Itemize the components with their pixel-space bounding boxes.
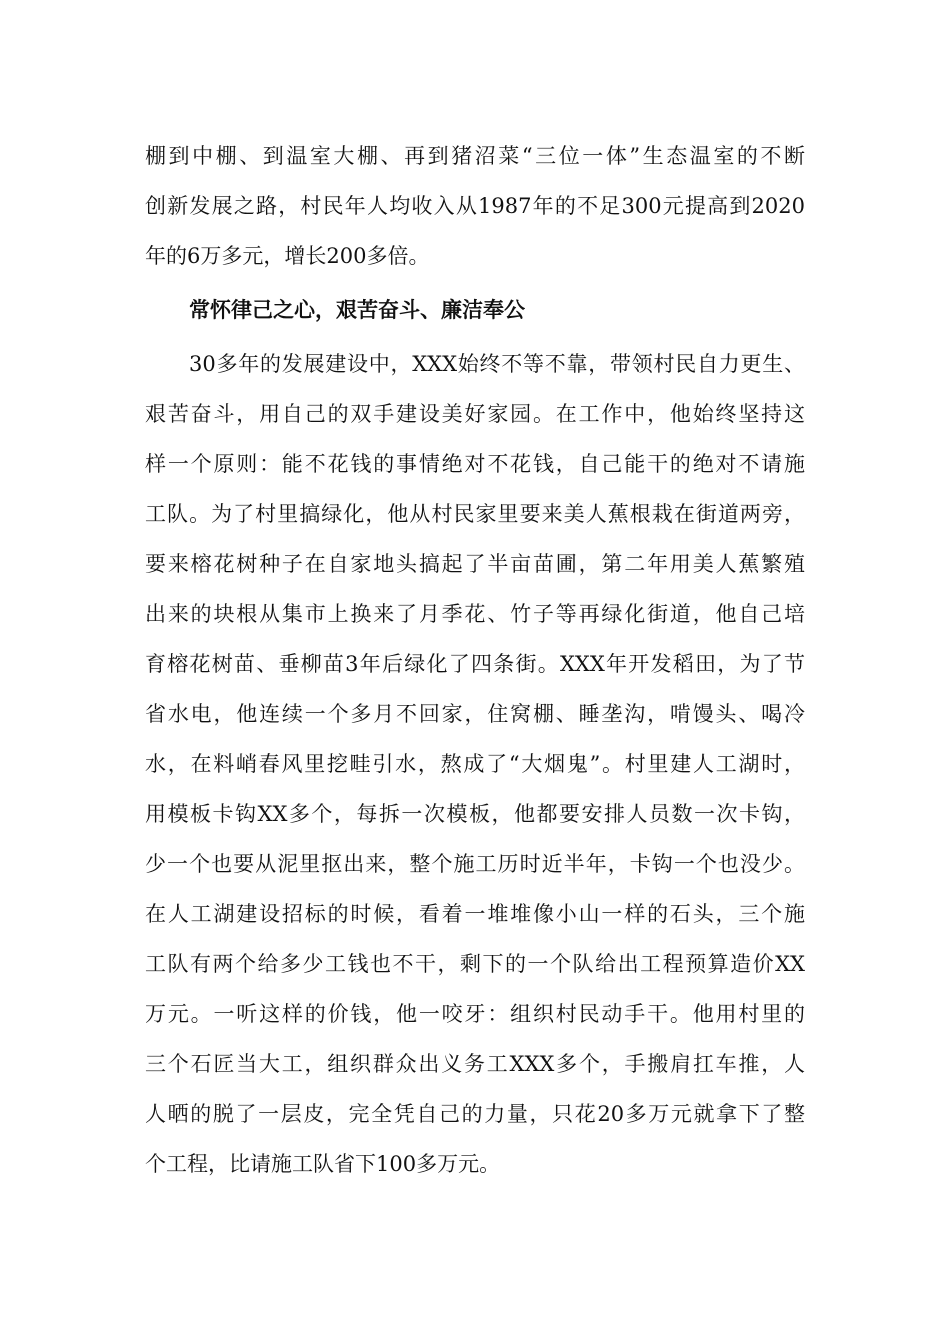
text-line: 艰苦奋斗，用自己的双手建设美好家园。在工作中，他始终坚持这 bbox=[145, 402, 805, 426]
text-line: 样一个原则：能不花钱的事情绝对不花钱，自己能干的绝对不请施 bbox=[145, 452, 805, 476]
text-line: 工队有两个给多少工钱也不干，剩下的一个队给出工程预算造价XX bbox=[145, 952, 805, 976]
text-line: 工队。为了村里搞绿化，他从村民家里要来美人蕉根栽在街道两旁， bbox=[145, 502, 805, 526]
section-heading: 常怀律己之心，艰苦奋斗、廉洁奉公 bbox=[189, 297, 525, 322]
text-line: 创新发展之路，村民年人均收入从1987年的不足300元提高到2020 bbox=[145, 194, 805, 218]
paragraph-continuation bbox=[145, 131, 805, 281]
text-line: 30多年的发展建设中，XXX始终不等不靠，带领村民自力更生、 bbox=[189, 352, 805, 376]
text-line: 育榕花树苗、垂柳苗3年后绿化了四条街。XXX年开发稻田，为了节 bbox=[145, 652, 805, 676]
text-line: 省水电，他连续一个多月不回家，住窝棚、睡垄沟，啃馒头、喝冷 bbox=[145, 702, 805, 726]
text-line: 年的6万多元，增长200多倍。 bbox=[145, 244, 430, 268]
text-line: 出来的块根从集市上换来了月季花、竹子等再绿化街道，他自己培 bbox=[145, 602, 805, 626]
text-line: 用模板卡钩XX多个，每拆一次模板，他都要安排人员数一次卡钩， bbox=[145, 802, 805, 826]
text-line: 个工程，比请施工队省下100多万元。 bbox=[145, 1152, 501, 1176]
text-line: 水，在料峭春风里挖畦引水，熬成了“大烟鬼”。村里建人工湖时， bbox=[145, 752, 805, 776]
paragraph bbox=[145, 339, 805, 1189]
text-line: 万元。一听这样的价钱，他一咬牙：组织村民动手干。他用村里的 bbox=[145, 1002, 805, 1026]
text-line: 人晒的脱了一层皮，完全凭自己的力量，只花20多万元就拿下了整 bbox=[145, 1102, 805, 1126]
document-body bbox=[145, 131, 805, 1189]
text-line: 少一个也要从泥里抠出来，整个施工历时近半年，卡钩一个也没少。 bbox=[145, 852, 805, 876]
text-line: 棚到中棚、到温室大棚、再到猪沼菜“三位一体”生态温室的不断 bbox=[145, 144, 805, 168]
text-line: 要来榕花树种子在自家地头搞起了半亩苗圃，第二年用美人蕉繁殖 bbox=[145, 552, 805, 576]
text-line: 在人工湖建设招标的时候，看着一堆堆像小山一样的石头，三个施 bbox=[145, 902, 805, 926]
text-line: 三个石匠当大工，组织群众出义务工XXX多个，手搬肩扛车推，人 bbox=[145, 1052, 805, 1076]
